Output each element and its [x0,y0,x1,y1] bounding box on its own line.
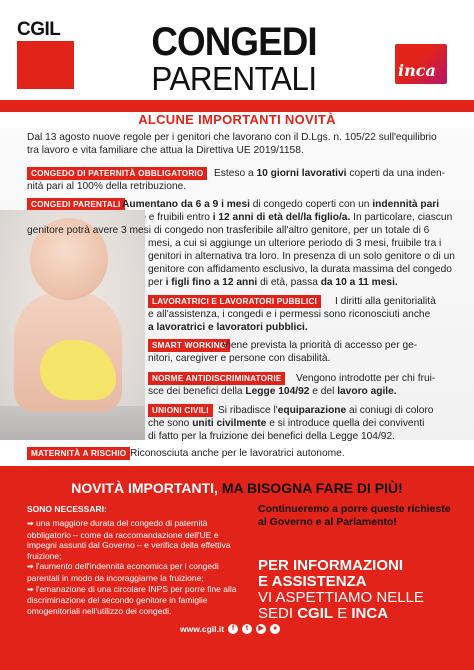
norme-line-2: sce dei benefici della Legge 104/92 e del lavoro agile. [148,386,397,397]
unioni-line-3: di fatto per la fruizione dei benefici della Legge 104/92. [148,431,395,442]
parentali-line-5: genitori in alternativa tra loro. In presenza di un solo genitore o di un [148,251,455,262]
tag-paternita: CONGEDO DI PATERNITÀ OBBLIGATORIO [27,167,207,180]
tag-norme-antidiscriminatorie: NORME ANTIDISCRIMINATORIE [148,372,285,385]
needed-item-2: ➡ l'aumento dell'indennità economica per i congedi parentali in modo da incoraggiarne la fruizione; [27,561,219,583]
lavoratori-line-3: a lavoratrici e lavoratori pubblici. [148,322,308,333]
flickr-icon[interactable]: ● [270,624,280,634]
info-subheading: VI ASPETTIAMO NELLE SEDI CGIL E INCA [258,589,424,622]
lavoratori-line-1: I diritti alla genitorialità [335,296,436,307]
website-link[interactable]: www.cgil.it [180,624,225,634]
cgil-logo-square [17,41,74,89]
twitter-icon[interactable]: t [242,624,252,634]
footer [180,622,280,636]
norme-line-1: Vengono introdotte per chi frui- [296,373,436,384]
parentali-line-4: mesi, a cui si aggiunge un ulteriore periodo di 3 mesi, fruibile tra i [148,238,442,249]
youtube-icon[interactable]: ▶ [256,624,266,634]
lavoratori-line-2: e all'assistenza, i congedi e i permessi sono riconosciuti anche [148,309,431,320]
tag-parentali: CONGEDI PARENTALI [27,198,125,211]
section-title [0,112,474,128]
intro-line-1: Dal 13 agosto nuove regole per i genitori che lavorano con il D.Lgs. n. 105/22 sull'equilibrio [27,132,437,143]
parentali-line-3: genitore potrà avere 3 mesi di congedo non trasferibile all'altro genitore, per un totale di 6 [27,225,430,236]
paternita-text-1: Esteso a 10 giorni lavorativi coperti da una inden- [214,168,446,179]
needed-list [27,518,242,616]
maternita-line-1: Riconosciuta anche per le lavoratrici autonome. [130,448,345,459]
unioni-line-2: che sono uniti civilmente e si introduce quella dei conviventi [148,418,425,429]
info-heading: PER INFORMAZIONI E ASSISTENZA [258,557,403,590]
unioni-line-1: Si ribadisce l'equiparazione ai coniugi di coloro [218,405,434,416]
tag-lavoratori-pubblici: LAVORATRICI E LAVORATORI PUBBLICI [148,295,321,308]
page-subtitle: PARENTALI [151,60,317,97]
smart-line-2: nitori, caregiver e persone con disabilità. [148,353,331,364]
facebook-icon[interactable]: f [228,624,238,634]
needed-item-3: ➡ l'emanazione di una circolare INPS per porre fine alla discriminazione del secondo genitore in famiglie omogenitoriali nell'utilizzo dei congedi. [27,583,237,616]
bottom-headline: NOVITÀ IMPORTANTI, MA BISOGNA FARE DI PIÙ! [71,480,403,496]
parentali-line-6: genitore con affidamento esclusivo, la durata massima del congedo [148,264,452,275]
tag-unioni-civili: UNIONI CIVILI [148,404,213,417]
arrow-icon: ➡ [27,519,36,528]
baby-photo [0,210,145,440]
parentali-line-1: Aumentano da 6 a 9 i mesi di congedo coperti con un indennità pari [122,199,440,210]
cgil-logo-text: CGIL [17,19,61,40]
inca-logo-text: inca [398,61,436,80]
arrow-icon: ➡ [27,562,36,572]
tag-smart-working: SMART WORKING [148,339,230,352]
parentali-line-7: per i figli fino a 12 anni di età, passa da 10 a 11 mesi. [148,277,398,288]
section-title-text: ALCUNE IMPORTANTI NOVITÀ [138,112,336,127]
smart-line-1: Viene prevista la priorità di accesso per ge- [222,340,418,351]
intro-line-2: tra lavoro e vita familiare che attua la Direttiva UE 2019/1158. [27,145,304,156]
arrow-icon: ➡ [27,584,36,594]
tag-maternita-rischio: MATERNITÀ A RISCHIO [27,447,130,460]
inca-logo [395,44,447,84]
page-title: CONGEDI [151,20,317,64]
needed-item-1: ➡ una maggiore durata del congedo di paternità obbligatorio – come da raccomandazione dell'UE e impegni assunti dal Governo – e verifica della effettiva fruizione; [27,518,231,561]
needed-title: SONO NECESSARI: [27,504,107,514]
parentali-line-2: e fruibili entro i 12 anni di età del/la figlio/a. In particolare, ciascun [145,212,453,223]
paternita-text-2: nità pari al 100% della retribuzione. [27,181,187,192]
cgil-logo [17,20,74,90]
continue-text: Continueremo a porre queste richieste al Governo e al Parlamento! [258,503,451,528]
